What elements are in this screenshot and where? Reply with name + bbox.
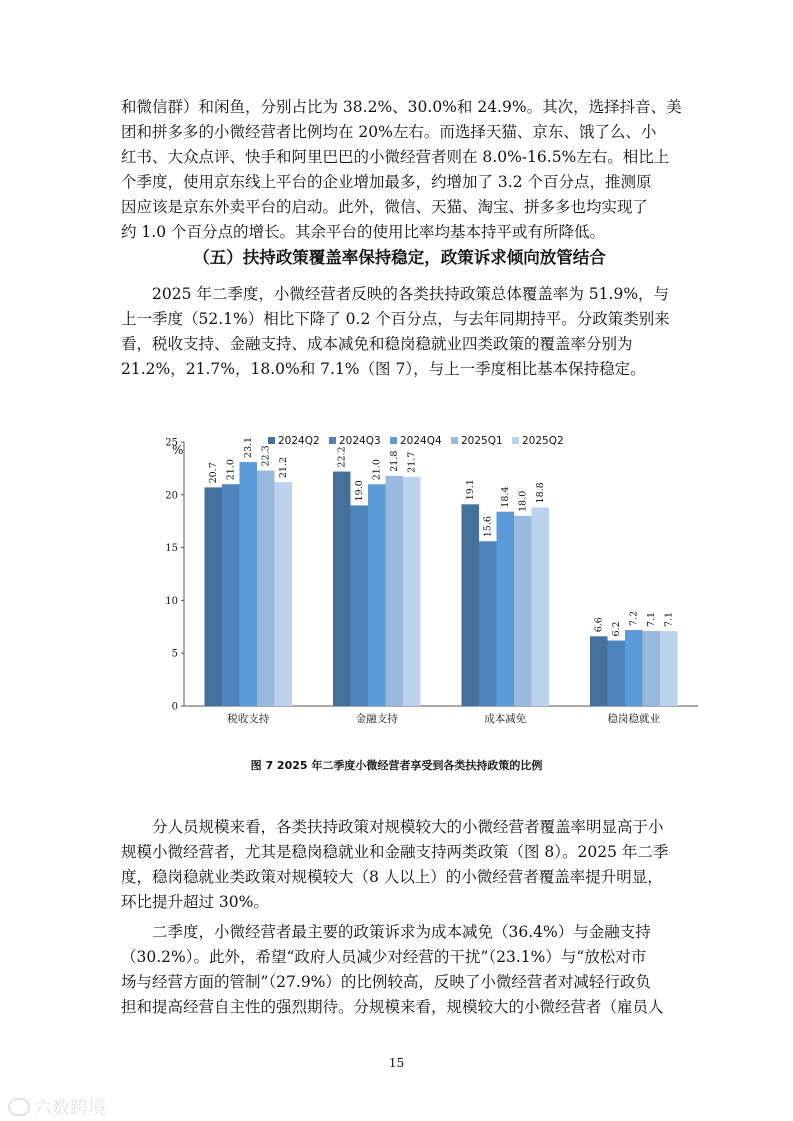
text-line: 分人员规模来看，各类扶持政策对规模较大的小微经营者覆盖率明显高于小	[152, 818, 664, 836]
section-heading: （五）扶持政策覆盖率保持稳定，政策诉求倾向放管结合	[193, 248, 606, 267]
y-tick-label: 10	[165, 595, 178, 607]
watermark-text: 六数跨境	[34, 1098, 106, 1119]
y-tick-label: 15	[165, 543, 178, 555]
bar	[333, 472, 351, 706]
text-line: 场与经营方面的管制”（27.9%）的比例较高，反映了小微经营者对减轻行政负	[121, 973, 651, 991]
data-label: 21.8	[389, 450, 401, 472]
data-label: 20.7	[208, 462, 220, 484]
legend-swatch	[268, 437, 275, 444]
bar	[608, 641, 626, 706]
bar	[532, 507, 550, 706]
bar	[590, 636, 608, 706]
legend-label: 2024Q4	[400, 435, 442, 447]
bar	[222, 484, 240, 706]
bar	[462, 504, 480, 706]
data-label: 19.0	[354, 480, 366, 502]
data-label: 22.2	[336, 446, 348, 468]
text-line: 环比提升超过 30%。	[121, 893, 269, 911]
legend-swatch	[329, 437, 336, 444]
bar	[351, 505, 369, 706]
legend-swatch	[390, 437, 397, 444]
text-line: 上一季度（52.1%）相比下降了 0.2 个百分点，与去年同期持平。分政策类别来	[121, 310, 670, 328]
bar	[257, 471, 275, 706]
data-label: 6.6	[593, 617, 605, 633]
text-line: 团和拼多多的小微经营者比例均在 20%左右。而选择天猫、京东、饿了么、小	[121, 123, 657, 141]
text-line: 2025 年二季度，小微经营者反映的各类扶持政策总体覆盖率为 51.9%，与	[152, 285, 670, 303]
data-label: 15.6	[482, 516, 494, 538]
paragraph-by-size	[121, 815, 678, 915]
text-line: 二季度，小微经营者最主要的政策诉求为成本减免（36.4%）与金融支持	[152, 923, 651, 941]
text-line: 红书、大众点评、快手和阿里巴巴的小微经营者则在 8.0%-16.5%左右。相比上	[121, 148, 670, 166]
y-tick-label: 0	[171, 701, 178, 713]
page-number: 15	[388, 1056, 405, 1070]
data-label: 23.1	[243, 436, 255, 459]
data-label: 18.4	[500, 486, 512, 508]
paragraph-coverage	[121, 282, 678, 382]
legend-label: 2025Q1	[461, 435, 503, 447]
data-label: 21.2	[278, 456, 290, 479]
data-label: 19.1	[465, 479, 477, 501]
text-line: 规模小微经营者，尤其是稳岗稳就业和金融支持两类政策（图 8）。2025 年二季	[121, 843, 669, 861]
data-label: 7.1	[663, 611, 675, 628]
paragraph-demands	[121, 920, 678, 1020]
legend-label: 2024Q2	[278, 435, 320, 447]
x-tick-label: 税收支持	[227, 713, 270, 725]
watermark-logo-icon	[8, 1098, 30, 1116]
text-line: 21.2%，21.7%，18.0%和 7.1%（图 7），与上一季度相比基本保持稳定。	[121, 360, 646, 378]
bar	[625, 630, 643, 706]
data-label: 22.3	[260, 445, 272, 467]
y-tick-label: 25	[165, 437, 178, 449]
bar	[386, 476, 404, 706]
data-label: 7.1	[646, 611, 658, 628]
x-tick-label: 金融支持	[355, 713, 398, 725]
y-tick-label: 20	[165, 490, 178, 502]
bar	[205, 487, 223, 706]
figure-caption: 图 7 2025 年二季度小微经营者享受到各类扶持政策的比例	[250, 759, 543, 772]
y-tick-label: 5	[171, 648, 178, 660]
text-line: 和微信群）和闲鱼，分别占比为 38.2%、30.0%和 24.9%。其次，选择抖音、美	[121, 98, 682, 116]
legend-swatch	[512, 437, 519, 444]
text-line: 约 1.0 个百分点的增长。其余平台的使用比率均基本持平或有所降低。	[121, 223, 606, 241]
text-line: 看，税收支持、金融支持、成本减免和稳岗稳就业四类政策的覆盖率分别为	[121, 335, 633, 353]
x-tick-label: 成本减免	[484, 713, 527, 725]
watermark	[8, 1094, 106, 1120]
bar	[497, 512, 515, 706]
data-label: 21.0	[225, 459, 237, 481]
intro-paragraph	[121, 95, 682, 245]
x-tick-label: 稳岗稳就业	[607, 713, 660, 725]
bar	[368, 484, 386, 706]
y-axis-unit-label: %	[172, 443, 184, 457]
data-label: 18.0	[517, 490, 529, 512]
data-label: 18.8	[535, 482, 547, 504]
policy-coverage-chart	[165, 434, 708, 734]
bar	[514, 516, 532, 706]
bar	[660, 631, 678, 706]
data-label: 7.2	[628, 610, 640, 626]
data-label: 21.0	[371, 459, 383, 481]
text-line: 度，稳岗稳就业类政策对规模较大（8 人以上）的小微经营者覆盖率提升明显，	[121, 868, 663, 886]
data-label: 21.7	[406, 451, 418, 473]
legend-label: 2025Q2	[522, 435, 564, 447]
text-line: 个季度，使用京东线上平台的企业增加最多，约增加了 3.2 个百分点，推测原	[121, 173, 652, 191]
bar	[479, 541, 497, 706]
legend-swatch	[451, 437, 458, 444]
bar	[240, 462, 258, 706]
data-label: 6.2	[611, 621, 623, 637]
text-line: （30.2%）。此外，希望“政府人员减少对经营的干扰”（23.1%）与“放松对市	[121, 948, 647, 966]
bar	[643, 631, 661, 706]
legend-label: 2024Q3	[339, 435, 381, 447]
bar	[275, 482, 293, 706]
bar	[403, 477, 421, 706]
text-line: 因应该是京东外卖平台的启动。此外，微信、天猫、淘宝、拼多多也均实现了	[121, 198, 649, 216]
text-line: 担和提高经营自主性的强烈期待。分规模来看，规模较大的小微经营者（雇员人	[121, 998, 664, 1016]
